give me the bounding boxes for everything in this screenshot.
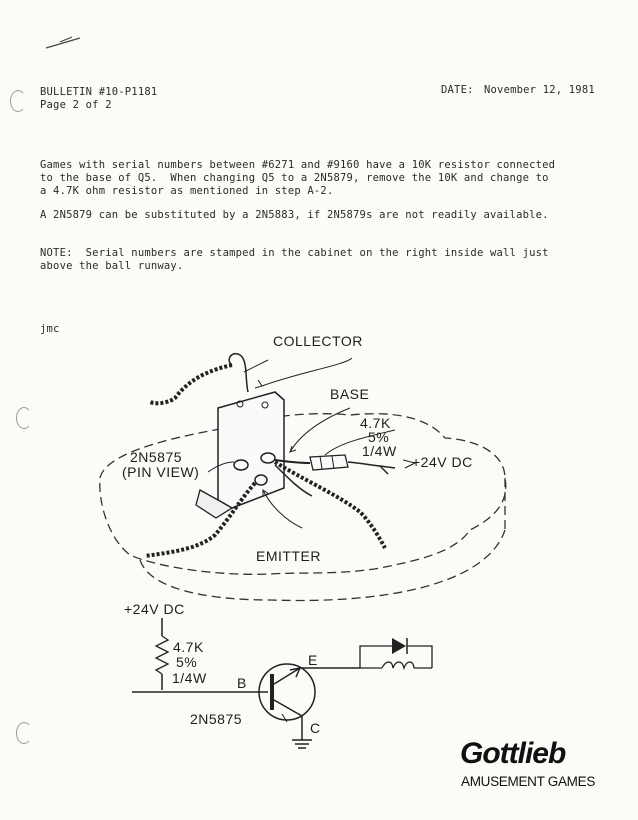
author-initials: jmc [40,323,60,335]
resistor-value-label: 4.7K [360,415,391,431]
pin-view-label: (PIN VIEW) [122,464,200,480]
schematic-res-watt: 1/4W [172,670,207,686]
resistor-wattage-label: 1/4W [362,443,397,459]
schematic-part-label: 2N5875 [190,711,243,727]
resistor-tolerance-label: 5% [368,429,390,445]
emitter-pin-label: E [308,652,318,668]
transistor-part-label: 2N5875 [130,449,183,465]
note-line2: above the ball runway. [40,260,184,272]
ground-symbol [292,740,312,748]
schematic-supply-label: +24V DC [124,601,185,617]
supply-label: +24V DC [412,454,473,470]
schematic-res-value: 4.7K [173,639,204,655]
gottlieb-logo: Gottlieb [460,737,566,770]
para2: A 2N5879 can be substituted by a 2N5883, if 2N5879s are not readily available. [40,209,549,221]
collector-pin-label: C [310,720,321,736]
date-label: DATE: [441,84,474,96]
note-line1: NOTE: Serial numbers are stamped in the cabinet on the right inside wall just [40,247,549,259]
para1-line2: to the base of Q5. When changing Q5 to a 2N5879, remove the 10K and change to [40,172,549,184]
resistor-symbol [156,636,168,674]
emitter-label: EMITTER [256,548,321,564]
base-pin-label: B [237,675,247,691]
coil-symbol [382,662,414,668]
page-count: Page 2 of 2 [40,99,112,111]
base-label: BASE [330,386,370,402]
para1-line3: a 4.7K ohm resistor as mentioned in step A-2. [40,185,334,197]
date-value: November 12, 1981 [484,84,595,96]
schematic-res-tol: 5% [176,654,198,670]
logo-subtitle: AMUSEMENT GAMES [461,774,596,789]
bulletin-number: BULLETIN #10-P1181 [40,86,158,98]
collector-label: COLLECTOR [273,333,363,349]
diode-symbol [392,638,406,654]
para1-line1: Games with serial numbers between #6271 and #9160 have a 10K resistor connected [40,159,556,171]
